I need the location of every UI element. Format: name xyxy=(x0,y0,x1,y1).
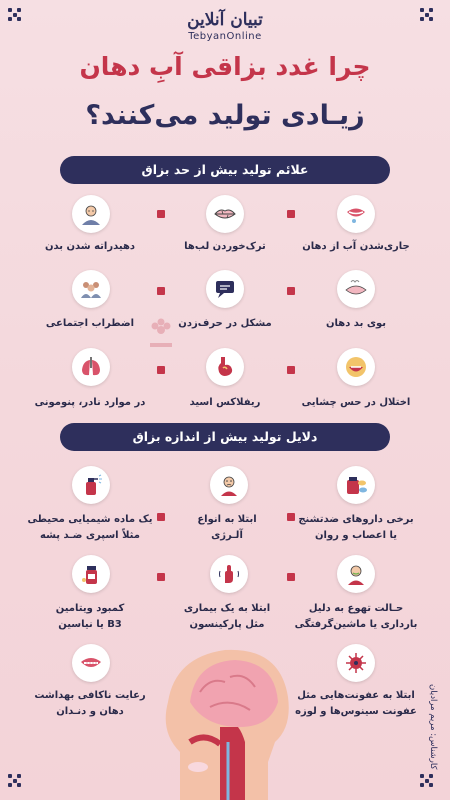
corner-ornament-bottom-right xyxy=(420,774,442,796)
bad-breath-icon xyxy=(337,270,375,308)
cause-line1: رعایت ناکافی بهداشت xyxy=(34,690,146,701)
bullet-marker xyxy=(157,573,165,581)
vitamin-bottle-icon xyxy=(72,555,110,593)
cracked-lips-icon xyxy=(206,195,244,233)
acid-reflux-icon xyxy=(206,348,244,386)
logo-english: TebyanOnline xyxy=(188,31,262,42)
symptom-label: مشکل در حرف‌زدن xyxy=(178,318,272,329)
cause-line2: مثلاً اسپری ضـد پشه xyxy=(40,529,140,541)
symptom-label: جاری‌شدن آب از دهان xyxy=(302,241,410,252)
cause-label xyxy=(286,688,426,719)
taste-disorder-icon xyxy=(337,348,375,386)
lungs-icon xyxy=(72,348,110,386)
trembling-hand-icon xyxy=(210,555,248,593)
expert-credit: کارشناس: مریم مرادیان xyxy=(428,684,438,770)
symptom-label: دهیدراته شدن بدن xyxy=(44,241,136,252)
cause-label xyxy=(10,512,170,543)
allergy-person-icon xyxy=(210,466,248,504)
virus-icon xyxy=(337,644,375,682)
cause-line1: ابتلا به انواع xyxy=(197,514,257,525)
cause-label xyxy=(286,512,426,543)
symptom-label: اضطراب اجتماعی xyxy=(45,318,135,329)
cause-label xyxy=(157,512,297,543)
teeth-icon xyxy=(72,644,110,682)
bullet-marker xyxy=(287,366,295,374)
bullet-marker xyxy=(157,366,165,374)
social-anxiety-icon xyxy=(72,270,110,308)
cause-line2: B3 یا نیاسین xyxy=(58,618,122,630)
cause-label xyxy=(157,601,297,632)
dehydrated-person-icon xyxy=(72,195,110,233)
head-anatomy-illustration xyxy=(150,632,300,800)
page-title-line2: زیـادی تولید می‌کنند؟ xyxy=(85,100,365,131)
watermark-logo-icon xyxy=(140,315,182,357)
symptom-label: ترک‌خوردن لب‌ها xyxy=(184,241,266,252)
bullet-marker xyxy=(157,287,165,295)
symptom-label: اختلال در حس چشایی xyxy=(301,397,411,408)
symptoms-heading: علائم تولید بیش از حد بزاق xyxy=(60,156,390,184)
symptom-label: ریفلاکس اسید xyxy=(189,397,261,408)
cause-line2: مثل پارکینسون xyxy=(189,618,265,630)
cause-line1: ابتلا به یک بیماری xyxy=(183,603,271,614)
cause-line1: حـالت تهوع به دلیل xyxy=(308,603,404,614)
cause-line1: ابتلا به عفونت‌هایی مثل xyxy=(297,690,415,701)
logo xyxy=(0,10,450,42)
cause-line2: دهان و دنـدان xyxy=(56,705,124,717)
spray-bottle-icon xyxy=(72,466,110,504)
cause-line1: برخی داروهای ضدتشنج xyxy=(298,514,414,525)
causes-heading: دلایل تولید بیش از اندازه بزاق xyxy=(60,423,390,451)
cause-line2: بارداری یا ماشین‌گرفتگی xyxy=(294,618,418,630)
cause-line1: یک ماده شیمیایی محیطی xyxy=(27,514,153,525)
bullet-marker xyxy=(287,573,295,581)
bullet-marker xyxy=(157,210,165,218)
logo-persian: تبیان آنلاین xyxy=(187,10,263,30)
corner-ornament-bottom-left xyxy=(8,774,30,796)
cause-label xyxy=(20,688,160,719)
cause-label xyxy=(286,601,426,632)
cause-line1: کمبود ویتامین xyxy=(55,603,125,614)
bullet-marker xyxy=(287,287,295,295)
cause-line2: یا اعصاب و روان xyxy=(314,529,398,541)
nausea-person-icon xyxy=(337,555,375,593)
speech-problem-icon xyxy=(206,270,244,308)
cause-line2: آلـرژی xyxy=(211,529,243,541)
drooling-mouth-icon xyxy=(337,195,375,233)
pills-icon xyxy=(337,466,375,504)
cause-line2: عفونت سینوس‌ها و لوزه xyxy=(295,705,417,717)
cause-label xyxy=(20,601,160,632)
bullet-marker xyxy=(287,210,295,218)
page-title-line1: چرا غدد بزاقی آبِ دهان xyxy=(79,52,371,81)
symptom-label: بوی بد دهان xyxy=(325,318,387,329)
symptom-label: در موارد نادر، پنومونی xyxy=(34,397,146,408)
